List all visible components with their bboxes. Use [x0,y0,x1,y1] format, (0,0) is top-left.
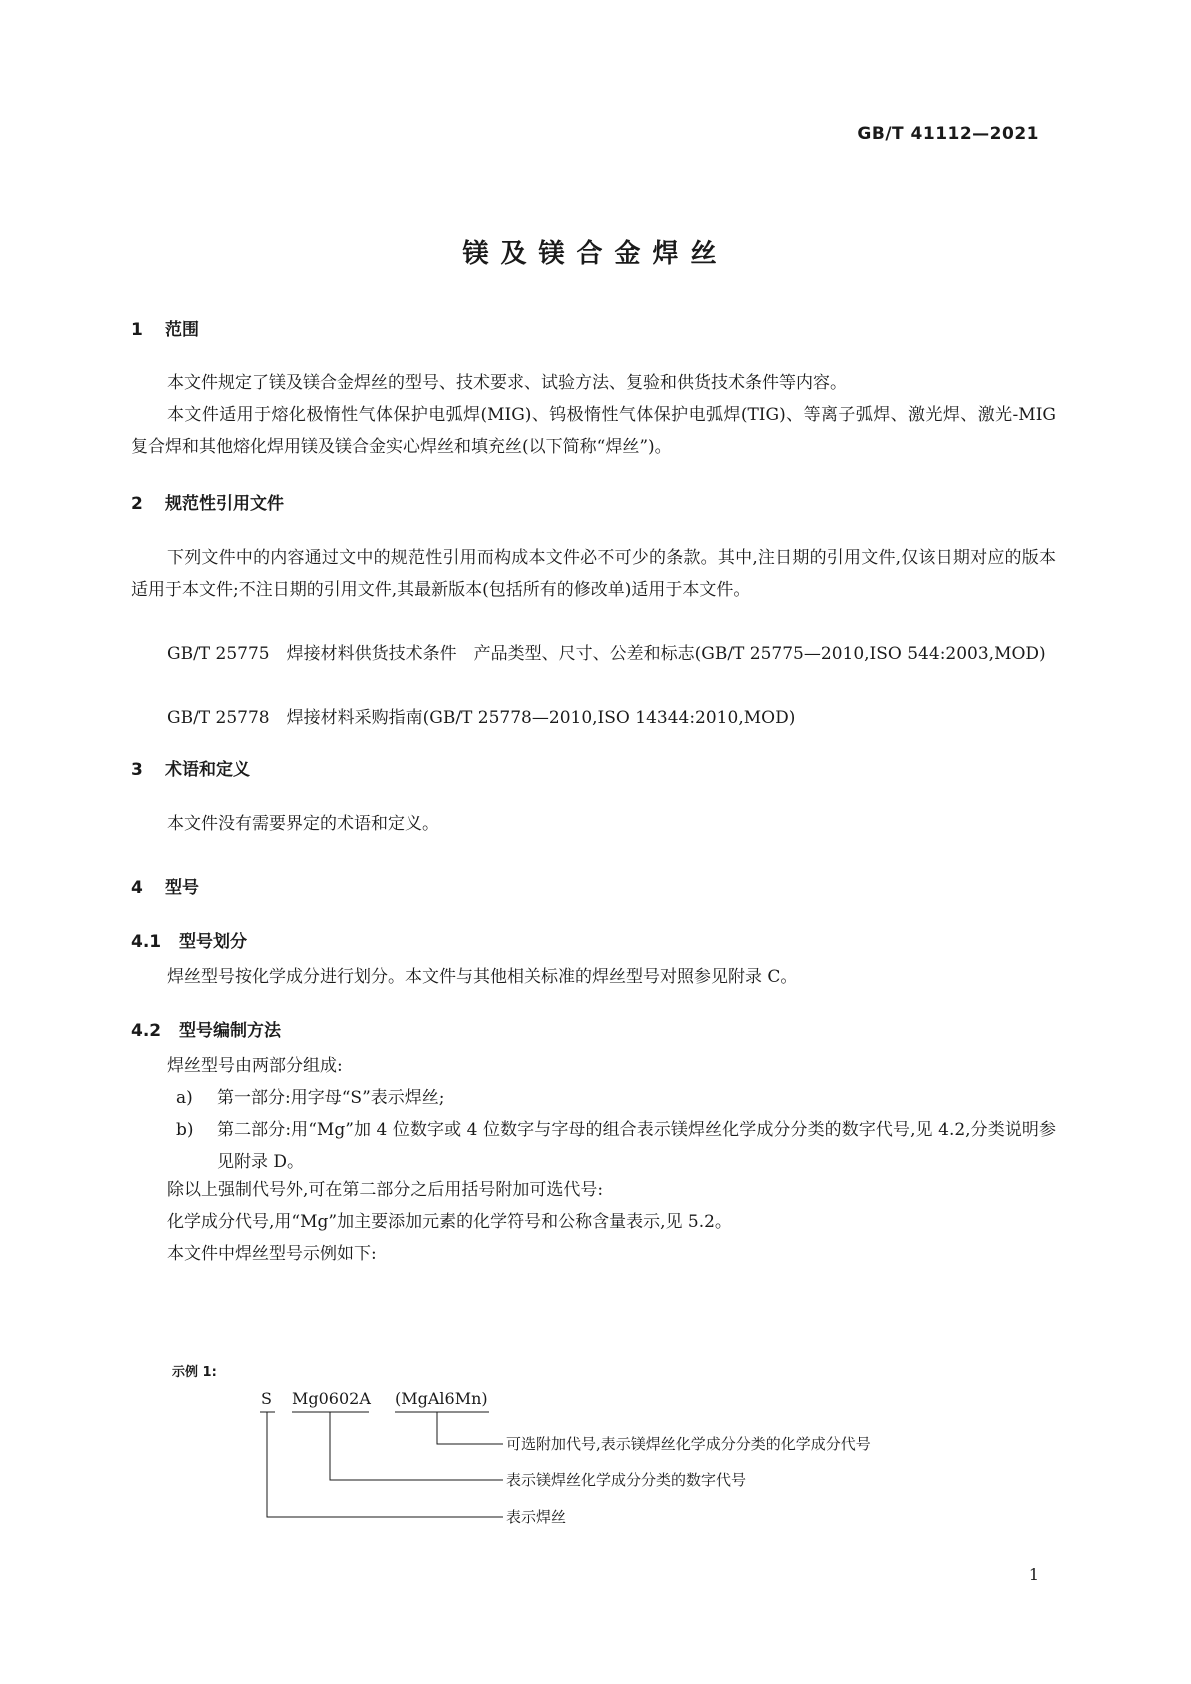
code-part-numeric: Mg0602A [292,1389,371,1408]
section-4-2-intro: 焊丝型号由两部分组成: [167,1056,343,1076]
callout-optional-code: 可选附加代号,表示镁焊丝化学成分分类的化学成分代号 [506,1435,871,1453]
example-label: 示例 1: [172,1365,217,1380]
section-1-paragraph-1: 本文件规定了镁及镁合金焊丝的型号、技术要求、试验方法、复验和供货技术条件等内容。 [167,373,847,393]
normative-reference-1: GB/T 25775 焊接材料供货技术条件 产品类型、尺寸、公差和标志(GB/T 25775—2010,ISO 544:2003,MOD) [167,644,1046,664]
document-title: 镁及镁合金焊丝 [462,239,729,269]
section-title: 型号划分 [179,932,247,952]
code-part-s: S [261,1389,272,1408]
callout-wire-symbol: 表示焊丝 [506,1508,567,1526]
code-part-optional: (MgAl6Mn) [395,1389,488,1408]
section-number: 2 [131,494,143,514]
leader-optional [437,1412,503,1444]
standard-code: GB/T 41112—2021 [857,124,1039,144]
section-3-paragraph-1: 本文件没有需要界定的术语和定义。 [167,814,439,834]
callout-numeric-code: 表示镁焊丝化学成分分类的数字代号 [506,1471,747,1489]
list-marker: b) [176,1120,194,1140]
section-number: 4.1 [131,932,162,952]
section-4-2-chemical-code: 化学成分代号,用“Mg”加主要添加元素的化学符号和公称含量表示,见 5.2。 [167,1212,732,1232]
section-number: 1 [131,320,143,340]
section-title: 型号编制方法 [179,1021,281,1041]
page-number: 1 [1028,1565,1039,1584]
section-title: 范围 [165,320,199,340]
list-item-text: 第二部分:用“Mg”加 4 位数字或 4 位数字与字母的组合表示镁焊丝化学成分分类的数字代号,见 4.2,分类说明参见附录 D。 [217,1120,1056,1172]
section-4-2-example-intro: 本文件中焊丝型号示例如下: [167,1244,377,1264]
section-title: 术语和定义 [165,760,250,780]
list-marker: a) [176,1088,193,1108]
section-4-2-optional-note: 除以上强制代号外,可在第二部分之后用括号附加可选代号: [167,1180,604,1200]
section-title: 规范性引用文件 [165,494,284,514]
section-2-paragraph-1: 下列文件中的内容通过文中的规范性引用而构成本文件必不可少的条款。其中,注日期的引用文件,仅该日期对应的版本适用于本文件;不注日期的引用文件,其最新版本(包括所有的修改单)适用于本文件。 [131,548,1056,600]
normative-reference-2: GB/T 25778 焊接材料采购指南(GB/T 25778—2010,ISO 14344:2010,MOD) [167,708,796,728]
section-number: 4.2 [131,1021,162,1041]
leader-numeric [330,1412,503,1480]
list-item-text: 第一部分:用字母“S”表示焊丝; [217,1088,445,1108]
section-1-paragraph-2: 本文件适用于熔化极惰性气体保护电弧焊(MIG)、钨极惰性气体保护电弧焊(TIG)、等离子弧焊、激光焊、激光-MIG 复合焊和其他熔化焊用镁及镁合金实心焊丝和填充丝(以下简称“焊丝”)。 [131,405,1056,457]
section-number: 4 [131,878,143,898]
section-number: 3 [131,760,143,780]
section-4-1-paragraph: 焊丝型号按化学成分进行划分。本文件与其他相关标准的焊丝型号对照参见附录 C。 [167,967,798,987]
leader-s [267,1412,503,1517]
section-title: 型号 [165,878,199,898]
